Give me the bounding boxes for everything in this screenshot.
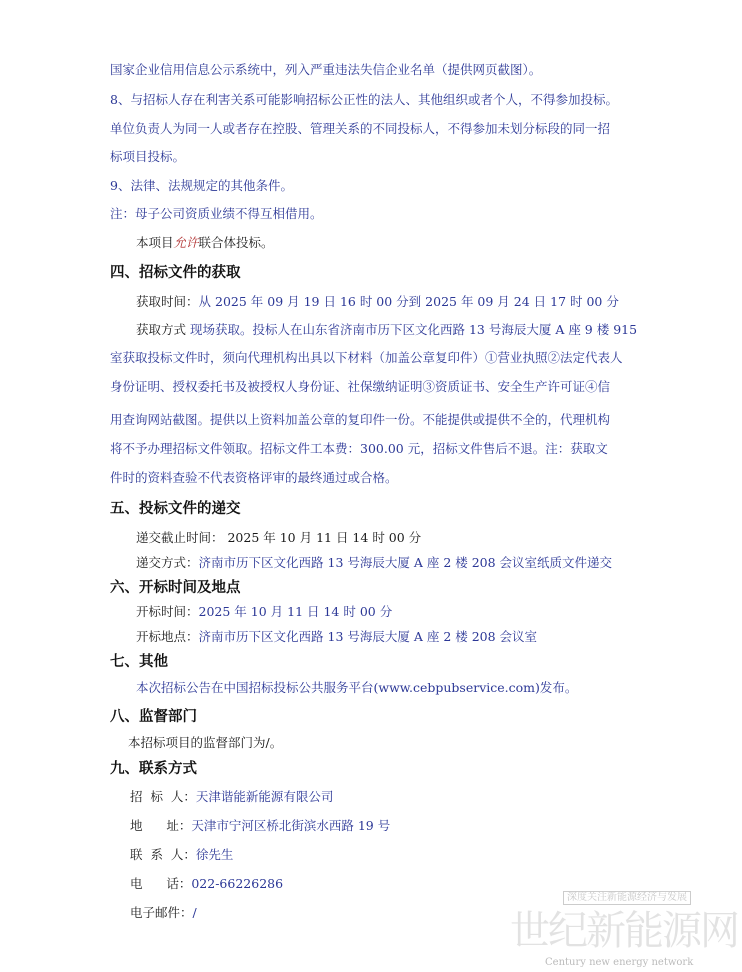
paragraph: 件时的资料查验不代表资格评审的最终通过或合格。	[110, 470, 398, 485]
paragraph: 将不予办理招标文件领取。招标文件工本费：300.00 元，招标文件售后不退。注：获取文	[110, 441, 608, 456]
value: 2025 年 10 月 11 日 14 时 00 分	[198, 604, 393, 619]
consortium-note	[136, 235, 274, 251]
section-heading: 七、其他	[110, 654, 168, 670]
paragraph: 本招标项目的监督部门为/。	[128, 735, 283, 750]
value: 徐先生	[195, 847, 234, 862]
paragraph: 本次招标公告在中国招标投标公共服务平台(www.cebpubservice.com)发布。	[136, 680, 578, 695]
label: 开标时间：	[136, 604, 199, 619]
watermark-english: Century new energy network	[545, 957, 694, 968]
section-heading: 六、开标时间及地点	[110, 580, 241, 596]
watermark-logo	[505, 880, 742, 972]
obtain-method	[136, 322, 637, 338]
label: 获取方式	[136, 322, 187, 337]
value: 从 2025 年 09 月 19 日 16 时 00 分到 2025 年 09 月 24 日 17 时 00 分	[198, 294, 619, 309]
contact-row	[130, 818, 390, 834]
section-heading: 五、投标文件的递交	[110, 501, 241, 517]
paragraph: 用查询网站截图。提供以上资料加盖公章的复印件一份。不能提供或提供不全的，代理机构	[110, 412, 611, 427]
label: 招 标 人：	[130, 789, 196, 804]
value: /	[192, 905, 197, 920]
label: 地 址：	[130, 818, 192, 833]
section-heading: 四、招标文件的获取	[110, 265, 241, 281]
value: 济南市历下区文化西路 13 号海辰大厦 A 座 2 楼 208 会议室	[198, 629, 538, 644]
paragraph: 8、与招标人存在利害关系可能影响招标公正性的法人、其他组织或者个人，不得参加投标。	[110, 92, 618, 107]
value: 济南市历下区文化西路 13 号海辰大厦 A 座 2 楼 208 会议室纸质文件递交	[198, 555, 613, 570]
value: 现场获取。投标人在山东省济南市历下区文化西路 13 号海辰大厦 A 座 9 楼 915	[190, 322, 638, 337]
opening-time	[136, 604, 392, 620]
contact-row	[130, 876, 283, 892]
obtain-time	[136, 294, 619, 310]
label: 开标地点：	[136, 629, 199, 644]
label: 联 系 人：	[130, 847, 196, 862]
label: 电子邮件：	[130, 905, 193, 920]
contact-row	[130, 789, 333, 805]
watermark-name: 世纪新能源网	[510, 908, 738, 954]
contact-row	[130, 847, 233, 863]
paragraph: 单位负责人为同一人或者存在控股、管理关系的不同投标人，不得参加未划分标段的同一招	[110, 121, 611, 136]
value: 天津市宁河区桥北街滨水西路 19 号	[191, 818, 391, 833]
label: 电 话：	[130, 876, 192, 891]
paragraph: 身份证明、授权委托书及被授权人身份证、社保缴纳证明③资质证书、安全生产许可证④信	[110, 379, 611, 394]
paragraph: 室获取投标文件时，须向代理机构出具以下材料（加盖公章复印件）①营业执照②法定代表人	[110, 350, 623, 365]
value: 022-66226286	[191, 876, 284, 891]
paragraph: 注：母子公司资质业绩不得互相借用。	[110, 206, 323, 221]
contact-row	[130, 905, 197, 921]
text: 联合体投标。	[198, 235, 274, 250]
text: 本项目	[136, 235, 174, 250]
label: 递交方式：	[136, 555, 199, 570]
paragraph: 国家企业信用信息公示系统中，列入严重违法失信企业名单（提供网页截图）。	[110, 62, 542, 77]
paragraph: 9、法律、法规规定的其他条件。	[110, 178, 293, 193]
watermark-slogan: 深度关注新能源经济与发展	[563, 891, 691, 905]
submission-deadline: 递交截止时间： 2025 年 10 月 11 日 14 时 00 分	[136, 530, 422, 545]
label: 获取时间：	[136, 294, 199, 309]
opening-place	[136, 629, 537, 645]
value: 天津谐能新能源有限公司	[195, 789, 334, 804]
section-heading: 八、监督部门	[110, 709, 197, 725]
text: 允许	[173, 235, 199, 250]
submission-method	[136, 555, 612, 571]
paragraph: 标项目投标。	[110, 149, 186, 164]
section-heading: 九、联系方式	[110, 761, 197, 777]
